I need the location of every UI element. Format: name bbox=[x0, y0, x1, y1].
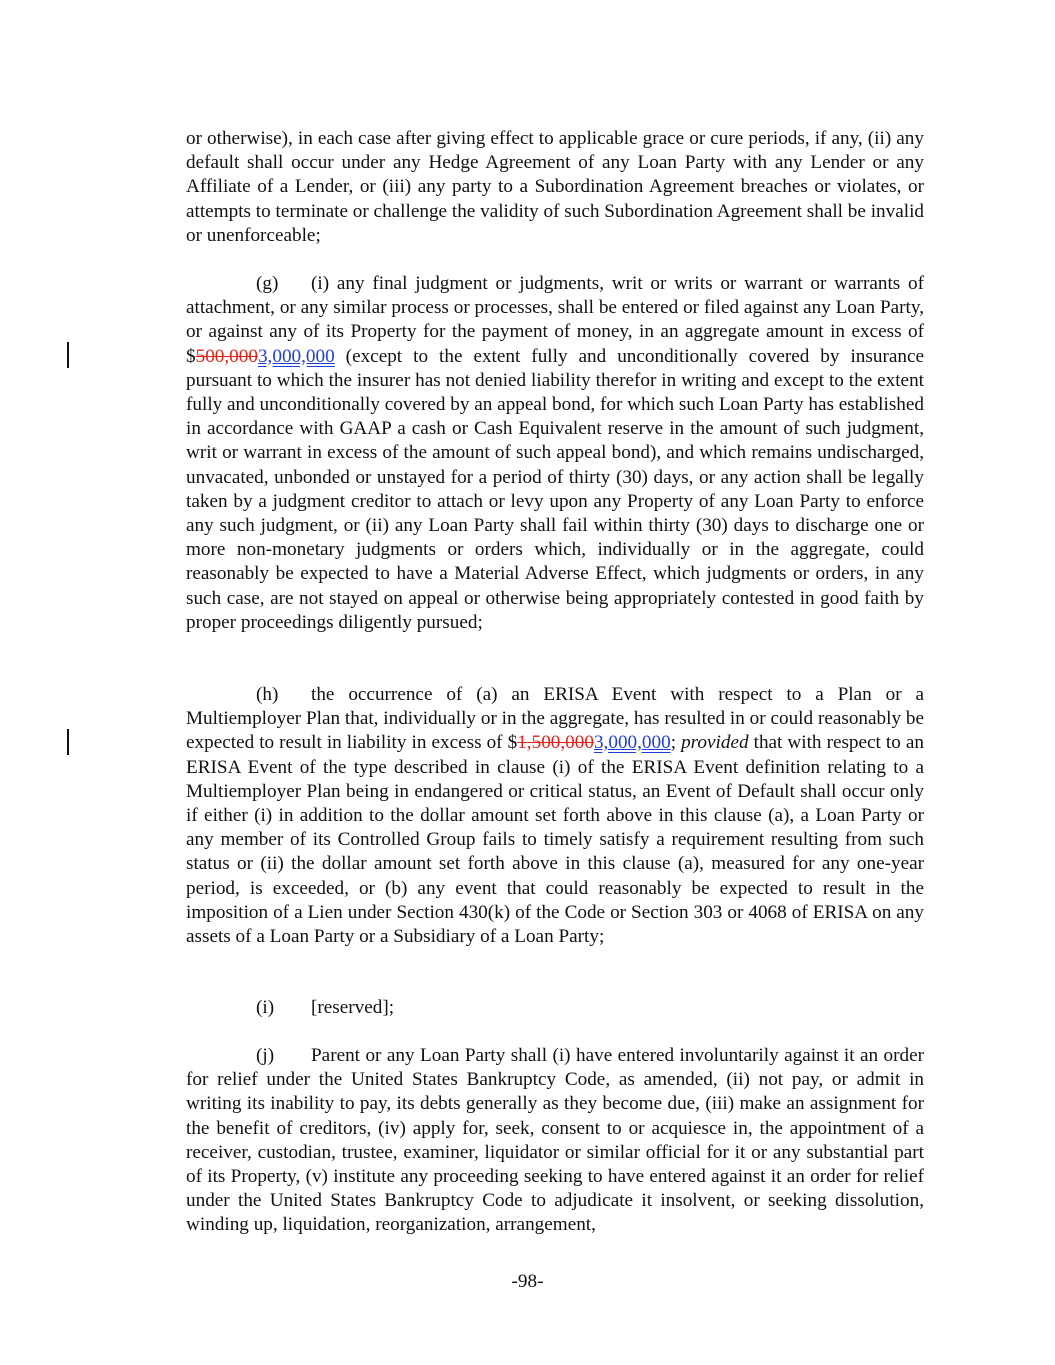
paragraph-continuation-text: or otherwise), in each case after giving effect to applicable grace or cure periods, if any, (ii) any default shall occur under any Hedge Agreement of any Loan Party with any Lender or any Affiliate of a Lender, or (iii) any party to a Subordination Agreement breaches or violates, or attempts to terminate or challenge the validity of such Subordination Agreement shall be invalid or unenforceable; bbox=[186, 128, 924, 246]
paragraph-j bbox=[186, 1044, 924, 1238]
change-bar bbox=[67, 342, 69, 368]
change-bar bbox=[67, 729, 69, 755]
inserted-amount: 3,000,000 bbox=[257, 345, 335, 367]
paragraph-h-text-after: that with respect to an ERISA Event of the type described in clause (i) of the ERISA Event definition relating to a Multiemployer Plan being in endangered or critical status, an Event of Default shall occur only if either (i) in addition to the dollar amount set forth above in this clause (a), a Loan Party or any member of its Controlled Group fails to timely satisfy a requirement resulting from such status or (ii) the dollar amount set forth above in this clause (a), measured for any one-year period, is exceeded, or (b) any event that could reasonably be expected to result in the imposition of a Lien under Section 430(k) of the Code or Section 303 or 4068 of ERISA on any assets of a Loan Party or a Subsidiary of a Loan Party; bbox=[186, 732, 924, 948]
deleted-amount: 1,500,000 bbox=[517, 732, 594, 754]
paragraph-g-label: (g) bbox=[256, 273, 279, 294]
paragraph-continuation bbox=[186, 127, 924, 248]
paragraph-h-label: (h) bbox=[256, 684, 279, 705]
paragraph-g-text-after: (except to the extent fully and unconditionally covered by insurance pursuant to which the insurer has not denied liability therefor in writing and except to the extent fully and unconditionally covered by an appeal bond, for which such Loan Party has established in accordance with GAAP a cash or Cash Equivalent reserve in the amount of such judgment, writ or warrant in excess of the amount of such appeal bond), and which remains undischarged, unvacated, unbonded or unstayed for a period of thirty (30) days, or any action shall be legally taken by a judgment creditor to attach or levy upon any Property of any Loan Party to enforce any such judgment, or (ii) any Loan Party shall fail within thirty (30) days to discharge one or more non-monetary judgments or orders which, individually or in the aggregate, could reasonably be expected to have a Material Adverse Effect, which judgments or orders, in any such case, are not stayed on appeal or otherwise being appropriately contested in good faith by proper proceedings diligently pursued; bbox=[186, 345, 924, 633]
page-number: -98- bbox=[511, 1271, 544, 1292]
paragraph-g bbox=[186, 272, 924, 635]
paragraph-h bbox=[186, 683, 924, 949]
provided-italic: provided bbox=[681, 732, 749, 754]
paragraph-j-label: (j) bbox=[256, 1045, 275, 1066]
paragraph-i-text: [reserved]; bbox=[311, 997, 395, 1018]
paragraph-j-text: Parent or any Loan Party shall (i) have entered involuntarily against it an order for relief under the United States Bankruptcy Code, as amended, (ii) not pay, or admit in writing its inability to pay, its debts generally as they become due, (iii) make an assignment for the benefit of creditors, (iv) apply for, seek, consent to or acquiesce in, the appointment of a receiver, custodian, trustee, examiner, liquidator or similar official for it or any substantial part of its Property, (v) institute any proceeding seeking to have entered against it an order for relief under the United States Bankruptcy Code to adjudicate it insolvent, or seeking dissolution, winding up, liquidation, reorganization, arrangement, bbox=[186, 1045, 924, 1236]
paragraph-h-text-before: the occurrence of (a) an ERISA Event with respect to a Plan or a Multiemployer Plan that, individually or in the aggregate, has resulted in or could reasonably be expected to result in liability in excess of $ bbox=[186, 684, 924, 754]
paragraph-h-text-mid: ; bbox=[670, 732, 682, 754]
paragraph-g-text-before: (i) any final judgment or judgments, writ or writs or warrant or warrants of attachment, or any similar process or processes, shall be entered or filed against any Loan Party, or against any of its Property for the payment of money, in an aggregate amount in excess of $ bbox=[186, 273, 924, 367]
inserted-amount: 3,000,000 bbox=[593, 732, 671, 754]
paragraph-i bbox=[186, 996, 924, 1020]
paragraph-i-label: (i) bbox=[256, 997, 275, 1018]
deleted-amount: 500,000 bbox=[195, 345, 258, 367]
